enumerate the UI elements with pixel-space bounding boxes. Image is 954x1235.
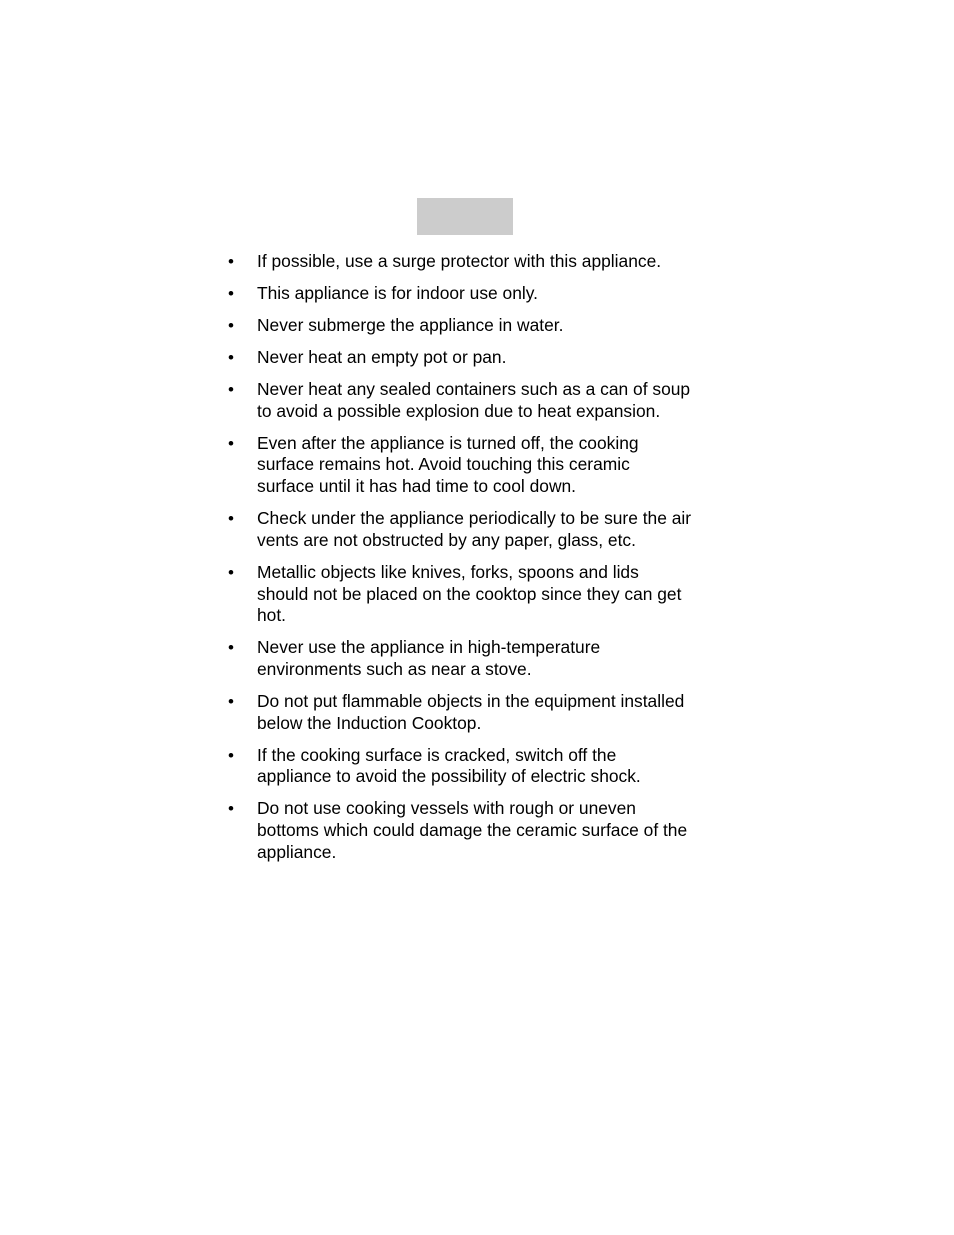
list-item-text: Check under the appliance periodically to be sure the air vents are not obstructed by any paper, glass, etc. xyxy=(257,508,692,550)
list-item xyxy=(228,562,728,627)
bullet-icon: • xyxy=(228,252,234,271)
list-item-text: Never submerge the appliance in water. xyxy=(257,315,564,335)
list-item-text: Do not use cooking vessels with rough or uneven bottoms which could damage the ceramic surface of the appliance. xyxy=(257,798,688,862)
list-item xyxy=(228,798,728,863)
list-item-text: Metallic objects like knives, forks, spoons and lids should not be placed on the cooktop since they can get hot. xyxy=(257,561,682,626)
bullet-icon: • xyxy=(228,638,234,658)
list-item xyxy=(228,637,728,680)
bullet-icon: • xyxy=(228,380,234,399)
list-item-text: If possible, use a surge protector with this appliance. xyxy=(257,251,662,271)
bullet-icon: • xyxy=(228,745,234,765)
list-item xyxy=(228,508,728,551)
bullet-icon: • xyxy=(228,562,234,582)
bullet-icon: • xyxy=(228,284,234,303)
list-item xyxy=(228,691,728,734)
list-item xyxy=(228,745,728,788)
list-item-text: Even after the appliance is turned off, the cooking surface remains hot. Avoid touching this ceramic surface until it has had time to cool down. xyxy=(257,432,639,497)
bullet-icon: • xyxy=(228,348,234,367)
bullet-icon: • xyxy=(228,316,234,335)
list-item-text: This appliance is for indoor use only. xyxy=(257,283,538,303)
header-placeholder-block xyxy=(417,198,513,235)
list-item xyxy=(228,283,728,305)
list-item-text: Never heat any sealed containers such as a can of soup to avoid a possible explosion due to heat expansion. xyxy=(257,379,691,421)
bullet-icon: • xyxy=(228,433,234,453)
list-item xyxy=(228,379,728,422)
list-item-text: Never heat an empty pot or pan. xyxy=(257,347,507,367)
list-item xyxy=(228,251,728,273)
safety-bullet-list xyxy=(228,251,728,874)
bullet-icon: • xyxy=(228,799,234,819)
list-item-text: If the cooking surface is cracked, switch off the appliance to avoid the possibility of electric shock. xyxy=(257,744,641,787)
list-item xyxy=(228,433,728,498)
list-item xyxy=(228,315,728,337)
bullet-icon: • xyxy=(228,509,234,529)
bullet-icon: • xyxy=(228,691,234,711)
list-item-text: Never use the appliance in high-temperature environments such as near a stove. xyxy=(257,637,601,679)
list-item-text: Do not put flammable objects in the equipment installed below the Induction Cooktop. xyxy=(257,690,685,733)
list-item xyxy=(228,347,728,369)
